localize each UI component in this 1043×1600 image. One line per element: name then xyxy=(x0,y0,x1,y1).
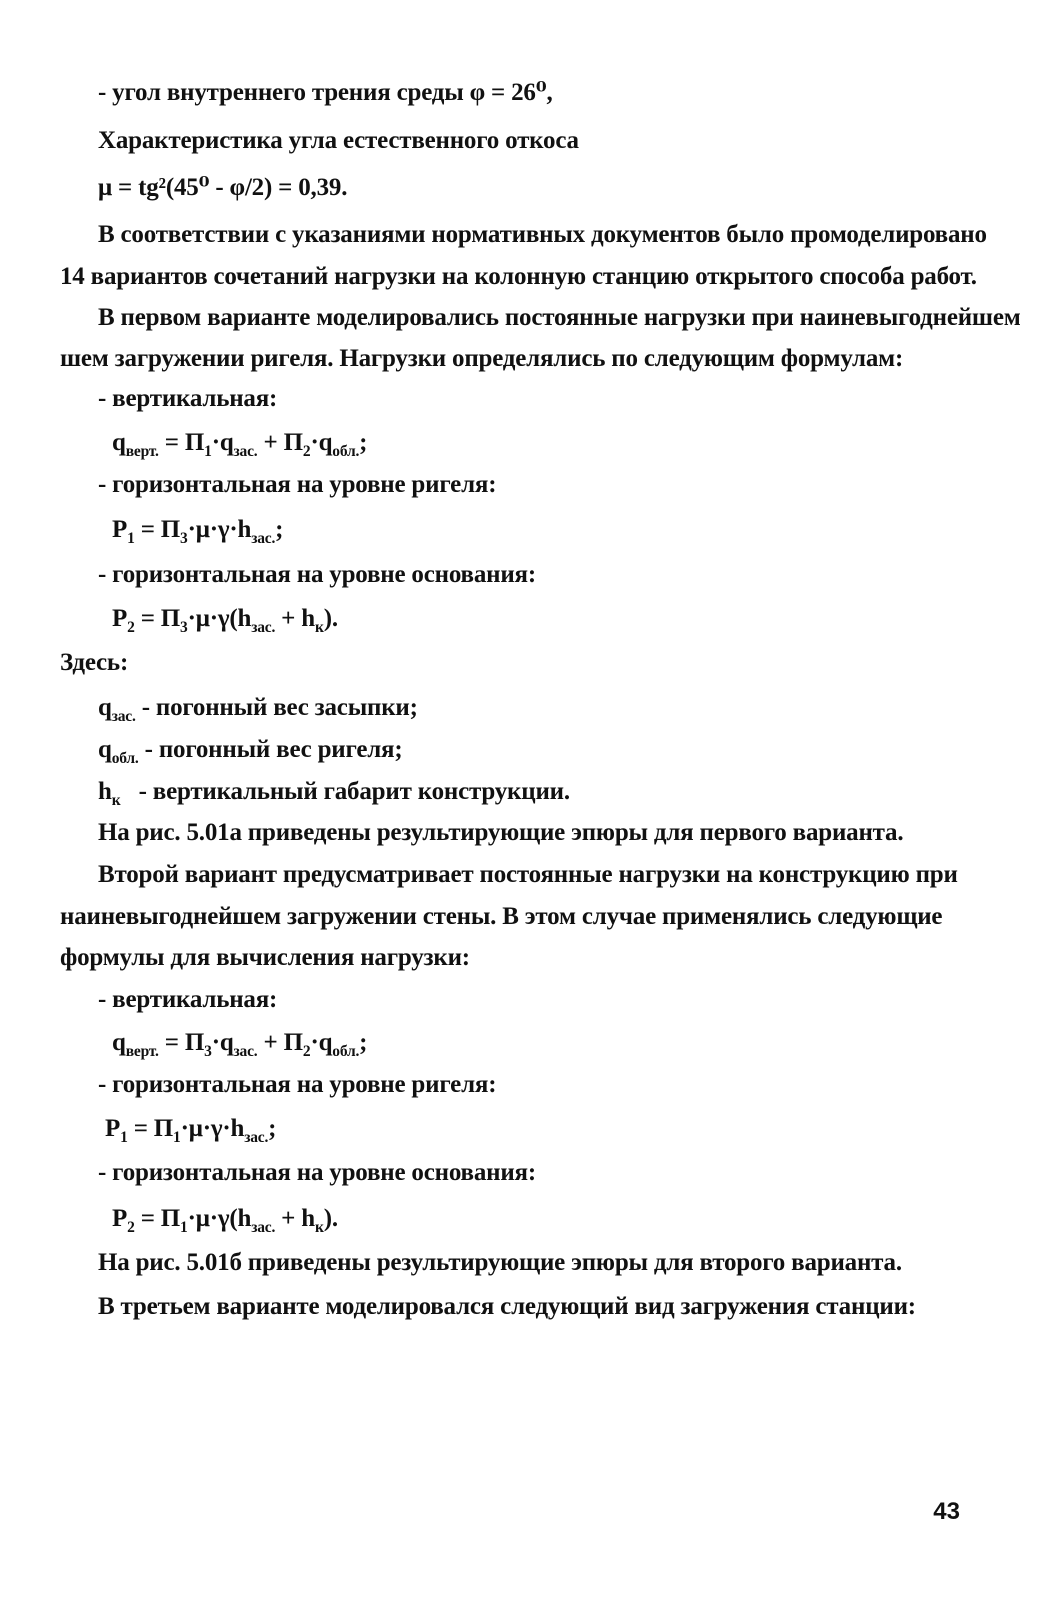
text-line: - горизонтальная на уровне ригеля: xyxy=(98,1071,497,1098)
formula-p2-1: $P_2 = П_3\cdot\mu\cdot\gamma(h_{зас.} + h_к)$. xyxy=(112,605,338,636)
text-line: - горизонтальная на уровне ригеля: xyxy=(98,471,497,498)
text-line: На рис. 5.01б приведены результирующие эпюры для второго варианта. xyxy=(98,1249,902,1276)
text-line: формулы для вычисления нагрузки: xyxy=(60,944,470,971)
text-line: - вертикальная: xyxy=(98,385,278,412)
formula-q-vert-2: $q_{верт.} = П_3\cdot q_{зас.} + П_2\cdot q_{обл.}$; xyxy=(112,1029,368,1060)
text-line: В соответствии с указаниями нормативных документов было промоделировано xyxy=(98,221,987,248)
definition-line: $q_{обл.}$ - погонный вес ригеля; xyxy=(98,736,403,767)
definition-line: $h_к$ - вертикальный габарит конструкции. xyxy=(98,778,570,809)
text-line: - вертикальная: xyxy=(98,986,278,1013)
text-line: На рис. 5.01а приведены результирующие эпюры для первого варианта. xyxy=(98,819,904,846)
text-line: В третьем варианте моделировался следующий вид загружения станции: xyxy=(98,1293,916,1320)
text-line: - горизонтальная на уровне основания: xyxy=(98,561,536,588)
definition-line: $q_{зас.}$ - погонный вес засыпки; xyxy=(98,694,418,725)
formula-line: μ = tg²(45⁰ - φ/2) = 0,39. xyxy=(98,174,348,201)
text-line: шем загружении ригеля. Нагрузки определялись по следующим формулам: xyxy=(60,345,904,372)
text-line: - угол внутреннего трения среды φ = 26⁰, xyxy=(98,79,553,106)
text-line: 14 вариантов сочетаний нагрузки на колонную станцию открытого способа работ. xyxy=(60,263,977,290)
text-line: В первом варианте моделировались постоянные нагрузки при наиневыгоднейшем xyxy=(98,304,1021,331)
formula-q-vert-1: $q_{верт.} = П_1\cdot q_{зас.} + П_2\cdot q_{обл.}$; xyxy=(112,429,368,460)
page-number: 43 xyxy=(933,1498,960,1525)
text-line: Здесь: xyxy=(60,649,129,676)
formula-p1-2: $P_1 = П_1\cdot\mu\cdot\gamma\cdot h_{зас.}$; xyxy=(105,1115,277,1146)
formula-p1-1: $P_1 = П_3\cdot\mu\cdot\gamma\cdot h_{зас.}$; xyxy=(112,516,284,547)
text-line: Характеристика угла естественного откоса xyxy=(98,127,579,154)
text-line: наиневыгоднейшем загружении стены. В этом случае применялись следующие xyxy=(60,903,943,930)
text-line: - горизонтальная на уровне основания: xyxy=(98,1159,536,1186)
formula-p2-2: $P_2 = П_1\cdot\mu\cdot\gamma(h_{зас.} + h_к)$. xyxy=(112,1205,338,1236)
text-line: Второй вариант предусматривает постоянные нагрузки на конструкцию при xyxy=(98,861,958,888)
